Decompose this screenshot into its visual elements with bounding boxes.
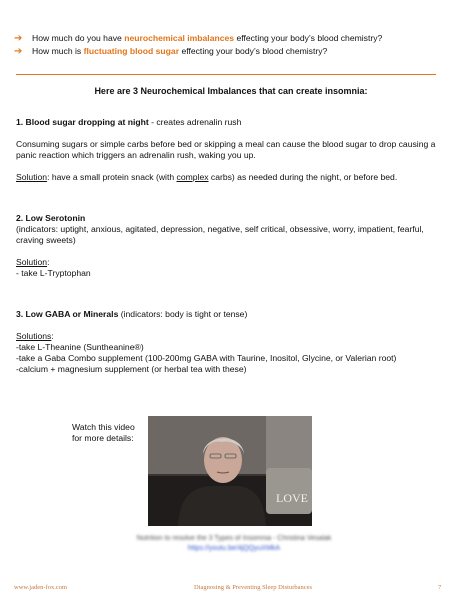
section1-title-bold: 1. Blood sugar dropping at night [16, 117, 149, 127]
bullet-text [32, 32, 382, 45]
page-heading: Here are 3 Neurochemical Imbalances that can create insomnia: [94, 86, 368, 96]
bullet-highlight: fluctuating blood sugar [83, 46, 180, 56]
solution-colon: : [47, 257, 50, 267]
footer-website[interactable]: www.jaden-fox.com [14, 584, 68, 591]
section3-title-rest: (indicators: body is tight or tense) [118, 309, 248, 319]
video-thumbnail[interactable] [148, 416, 312, 526]
bullet-text [32, 45, 327, 58]
right-arrow-icon: ➔ [14, 46, 23, 57]
section2-solution-line: - take L-Tryptophan [16, 268, 91, 278]
section1-solution [16, 172, 446, 183]
page-number: 7 [438, 584, 442, 591]
watch-line-2: for more details: [72, 433, 134, 443]
solution-label: Solution [16, 257, 48, 267]
main-content [16, 86, 446, 375]
solutions-colon: : [51, 331, 54, 341]
bullet-suffix: effecting your body’s blood chemistry? [179, 46, 328, 56]
intro-bullet-list [14, 32, 382, 58]
bullet-prefix: How much is [32, 46, 84, 56]
section2-solution-heading [16, 257, 446, 268]
video-caption-title: Nutrition to resolve the 3 Types of Insomnia - Christina Vesalak [136, 535, 332, 542]
section3-title-bold: 3. Low GABA or Minerals [16, 309, 119, 319]
video-caption [0, 534, 468, 554]
right-arrow-icon: ➔ [14, 33, 23, 44]
bullet-highlight: neurochemical imbalances [124, 33, 235, 43]
section1-title [16, 117, 446, 128]
section2-title: 2. Low Serotonin [16, 213, 86, 223]
bullet-prefix: How much do you have [32, 33, 125, 43]
bullet-suffix: effecting your body’s blood chemistry? [234, 33, 383, 43]
solution-text-a: : have a small protein snack (with [47, 172, 177, 182]
video-link[interactable]: https://youtu.be/4jQQyuXMkA [187, 545, 281, 552]
bullet-item [14, 32, 382, 45]
solution-line: -calcium + magnesium supplement (or herbal tea with these) [16, 364, 247, 374]
solution-line: -take L-Theanine (Suntheanine®) [16, 342, 144, 352]
solution-line: -take a Gaba Combo supplement (100-200mg GABA with Taurine, Inositol, Glycine, or Valerian root) [16, 353, 397, 363]
watch-video-label [72, 422, 135, 444]
section3-solutions-heading [16, 331, 446, 342]
solutions-label: Solutions [16, 331, 52, 341]
section2-indicators: (indicators: uptight, anxious, agitated, depression, negative, self critical, obsessive, worry, impatient, fearful, craving sweets) [16, 224, 424, 245]
video-thumbnail-image [148, 416, 312, 526]
section1-title-rest: - creates adrenalin rush [148, 117, 242, 127]
footer-title: Diagnosing & Preventing Sleep Disturbances [194, 584, 313, 591]
solution-label: Solution [16, 172, 48, 182]
solution-emphasis: complex [176, 172, 209, 182]
solution-text-b: carbs) as needed during the night, or before bed. [208, 172, 398, 182]
watch-line-1: Watch this video [72, 422, 135, 432]
section1-body: Consuming sugars or simple carbs before bed or skipping a meal can cause the blood sugar to drop causing a panic reaction which triggers an adrenalin rush, waking you up. [16, 139, 436, 160]
pillow-love-text: LOVE [276, 491, 308, 505]
section3-title [16, 309, 446, 320]
section-divider [16, 74, 436, 75]
bullet-item [14, 45, 382, 58]
video-embed [72, 422, 372, 532]
